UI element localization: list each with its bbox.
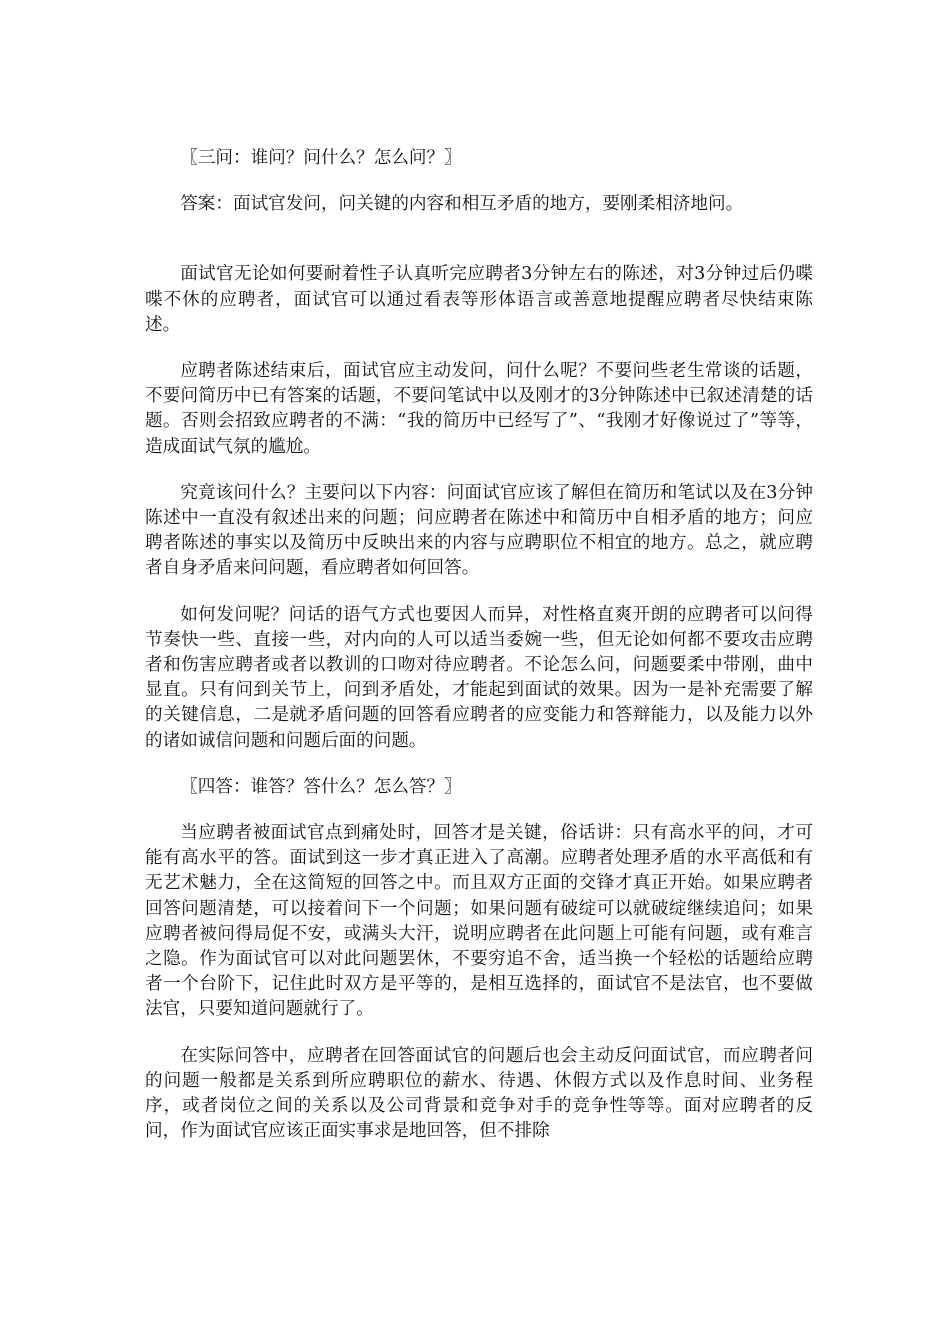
paragraph: 究竟该问什么？主要问以下内容：问面试官应该了解但在简历和笔试以及在3分钟陈述中一直没有叙述出来的问题；问应聘者在陈述中和简历中自相矛盾的地方；问应聘者陈述的事实以及简历中反映出来的内容与应聘职位不相宜的地方。总之，就应聘者自身矛盾来问问题，看应聘者如何回答。 (145, 482, 813, 579)
document-page (145, 146, 813, 1166)
paragraph: 在实际问答中，应聘者在回答面试官的问题后也会主动反问面试官，而应聘者问的问题一般都是关系到所应聘职位的薪水、待遇、休假方式以及作息时间、业务程序，或者岗位之间的关系以及公司背景和竞争对手的竞争性等等。面对应聘者的反问，作为面试官应该正面实事求是地回答，但不排除 (145, 1045, 813, 1142)
paragraph: 如何发问呢？问话的语气方式也要因人而异，对性格直爽开朗的应聘者可以问得节奏快一些、直接一些，对内向的人可以适当委婉一些，但无论如何都不要攻击应聘者和伤害应聘者或者以教训的口吻对待应聘者。不论怎么问，问题要柔中带刚，曲中显直。只有问到关节上，问到矛盾处，才能起到面试的效果。因为一是补充需要了解的关键信息，二是就矛盾问题的回答看应聘者的应变能力和答辩能力，以及能力以外的诸如诚信问题和问题后面的问题。 (145, 604, 813, 751)
paragraph: 应聘者陈述结束后，面试官应主动发问，问什么呢？不要问些老生常谈的话题，不要问简历中已有答案的话题，不要问笔试中以及刚才的3分钟陈述中已叙述清楚的话题。否则会招致应聘者的不满：“我的简历中已经写了”、“我刚才好像说过了”等等，造成面试气氛的尴尬。 (145, 361, 813, 457)
paragraph: 当应聘者被面试官点到痛处时，回答才是关键，俗话讲：只有高水平的问，才可能有高水平的答。面试到这一步才真正进入了高潮。应聘者处理矛盾的水平高低和有无艺术魅力，全在这简短的回答之中。而且双方正面的交锋才真正开始。如果应聘者回答问题清楚，可以接着问下一个问题；如果问题有破绽可以就破绽继续追问；如果应聘者被问得局促不安，或满头大汗，说明应聘者在此问题上可能有问题，或有难言之隐。作为面试官可以对此问题罢休，不要穷追不舍，适当换一个轻松的话题给应聘者一个台阶下，记住此时双方是平等的，是相互选择的，面试官不是法官，也不要做法官，只要知道问题就行了。 (145, 823, 813, 1020)
answer-line: 答案：面试官发问，问关键的内容和相互矛盾的地方，要刚柔相济地问。 (180, 194, 744, 215)
section-heading-three-questions: 〖三问：谁问？问什么？怎么问？〗 (180, 148, 462, 168)
paragraph: 面试官无论如何要耐着性子认真听完应聘者3分钟左右的陈述，对3分钟过后仍喋喋不休的应聘者，面试官可以通过看表等形体语言或善意地提醒应聘者尽快结束陈述。 (145, 264, 813, 335)
section-heading-four-answers: 〖四答：谁答？答什么？怎么答？〗 (180, 776, 462, 797)
